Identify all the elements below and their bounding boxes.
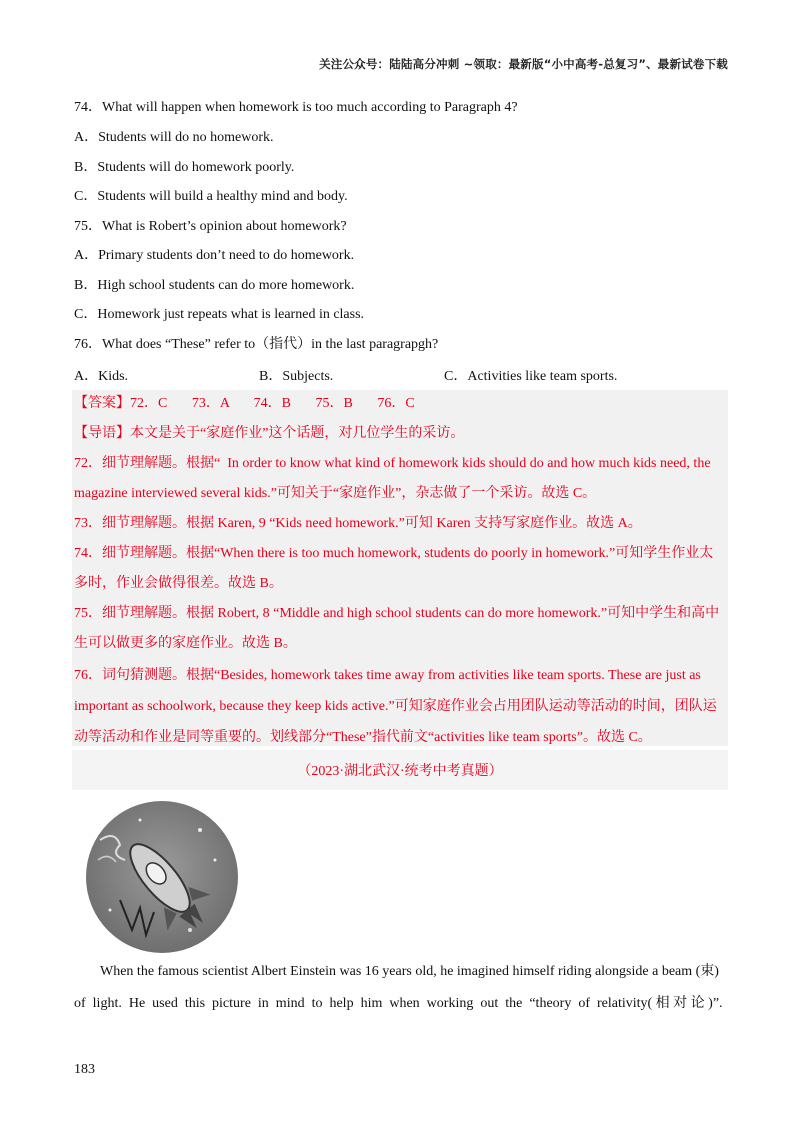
question-76-option-c: C．Activities like team sports. [444, 369, 618, 384]
explanation-76-line3: 动等活动和作业是同等重要的。划线部分“These”指代前文“activities like team sports”。故选 C。 [74, 730, 652, 745]
passage-line2: of light. He used this picture in mind to help him when working out the “theory of relativity( 相 对 论 )”. [74, 996, 723, 1011]
question-76-options [74, 365, 634, 385]
question-74-stem: 74．What will happen when homework is too much according to Paragraph 4? [74, 100, 518, 115]
question-76-option-b: B．Subjects. [259, 369, 334, 384]
question-75-option-a: A．Primary students don’t need to do homework. [74, 248, 355, 263]
question-76-stem: 76．What does “These” refer to（指代）in the last paragrapgh? [74, 337, 439, 352]
answer-key: 【答案】72．C 73．A 74．B 75．B 76．C [74, 396, 415, 411]
explanation-72-line2: magazine interviewed several kids.”可知关于“家庭作业”，杂志做了一个采访。故选 C。 [74, 486, 597, 501]
question-76-option-a: A．Kids. [74, 369, 129, 384]
explanation-72-line1: 72．细节理解题。根据“ In order to know what kind of homework kids should do and how much kids need, the [74, 456, 711, 471]
explanation-75-line2: 生可以做更多的家庭作业。故选 B。 [74, 636, 297, 651]
explanation-74-line1: 74．细节理解题。根据“When there is too much homework, students do poorly in homework.”可知学生作业太 [74, 546, 714, 561]
source-banner [72, 750, 728, 790]
source-citation: （2023·湖北武汉·统考中考真题） [297, 764, 503, 779]
question-75-option-c: C．Homework just repeats what is learned in class. [74, 307, 365, 322]
explanation-73: 73．细节理解题。根据 Karen, 9 “Kids need homework.”可知 Karen 支持写家庭作业。故选 A。 [74, 516, 642, 531]
explanation-76-line1: 76．词句猜测题。根据“Besides, homework takes time away from activities like team sports. These are just as [74, 668, 701, 683]
question-74-option-b: B．Students will do homework poorly. [74, 160, 295, 175]
question-74-option-c: C．Students will build a healthy mind and body. [74, 189, 348, 204]
rocket-illustration [80, 800, 245, 955]
explanation-74-line2: 多时，作业会做得很差。故选 B。 [74, 576, 283, 591]
answer-guide: 【导语】本文是关于“家庭作业”这个话题，对几位学生的采访。 [74, 426, 465, 441]
passage-line1: When the famous scientist Albert Einstein was 16 years old, he imagined himself riding alongside a beam (束) [100, 964, 719, 979]
question-75-option-b: B．High school students can do more homework. [74, 278, 355, 293]
question-74-option-a: A．Students will do no homework. [74, 130, 274, 145]
question-75-stem: 75．What is Robert’s opinion about homework? [74, 219, 347, 234]
explanation-75-line1: 75．细节理解题。根据 Robert, 8 “Middle and high school students can do more homework.”可知中学生和高中 [74, 606, 720, 621]
explanation-76-line2: important as schoolwork, because they keep kids active.”可知家庭作业会占用团队运动等活动的时间，团队运 [74, 699, 717, 714]
header-promo-note: 关注公众号：陆陆高分冲刺 ~领取：最新版“小中高考-总复习”、最新试卷下载 [319, 57, 728, 71]
page-number: 183 [74, 1062, 95, 1077]
